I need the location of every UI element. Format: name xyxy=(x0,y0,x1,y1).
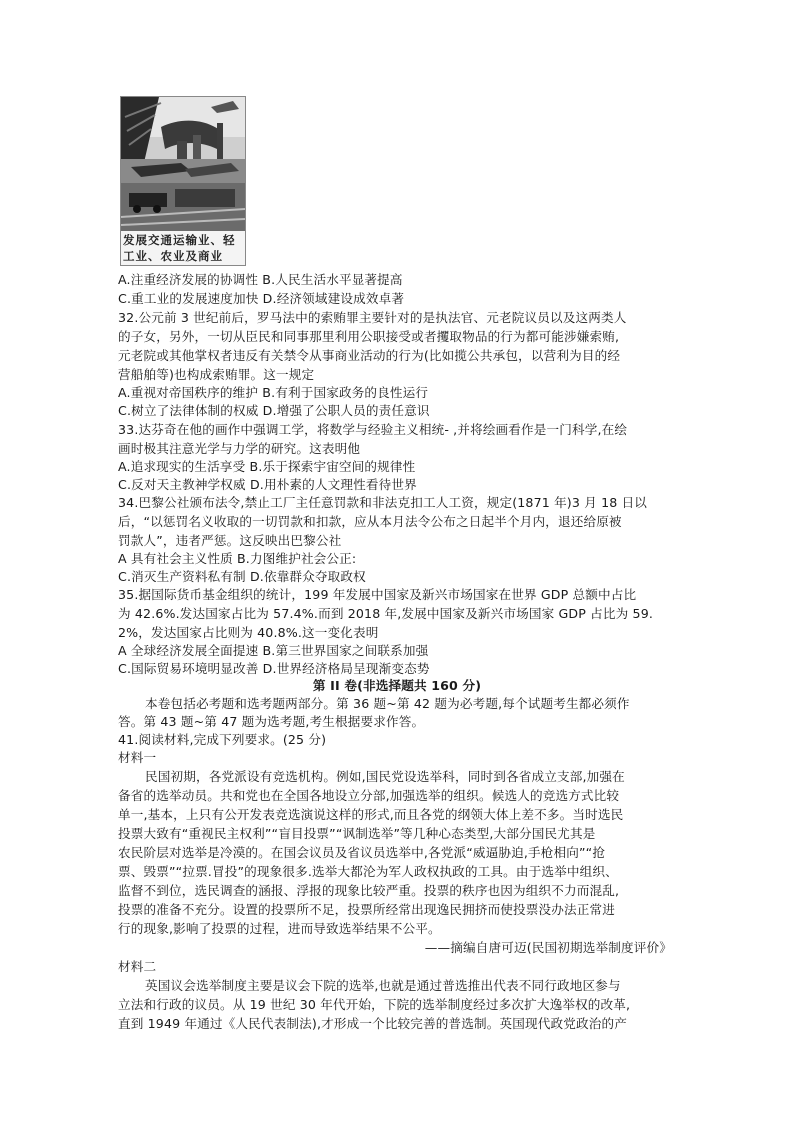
q35-stem-line2: 为 42.6%.发达国家占比为 57.4%.而到 2018 年,发展中国家及新兴市场国家 GDP 占比为 59. xyxy=(118,606,654,621)
q41-material1-line5: 农民阶层对选举是冷漠的。在国会议员及省议员选举中,各党派“威逼胁迫,手枪相向”“抢 xyxy=(118,845,606,860)
q41-material1-line9: 行的现象,影响了投票的过程，进而导致选举结果不公平。 xyxy=(118,921,441,936)
q41-material2-line1: 英国议会选举制度主要是议会下院的选举,也就是通过普选推出代表不同行政地区参与 xyxy=(145,978,621,993)
q41-material1-line1: 民国初期，各党派设有竞选机构。例如,国民党设选举科，同时到各省成立支部,加强在 xyxy=(145,769,625,784)
industrial-scene-illustration xyxy=(121,97,245,231)
q32-options-ab: A.重视对帝国秩序的维护 B.有利于国家政务的良性运行 xyxy=(118,385,429,400)
section2-intro-line2: 答。第 43 题~第 47 题为选考题,考生根据要求作答。 xyxy=(118,714,425,729)
q34-stem-line3: 罚款人”，违者严惩。这反映出巴黎公社 xyxy=(118,533,342,548)
q35-stem-line1: 35.据国际货币基金组织的统计，199 年发展中国家及新兴市场国家在世界 GDP 总额中占比 xyxy=(118,587,637,602)
q31-options-ab: A.注重经济发展的协调性 B.人民生活水平显著提高 xyxy=(118,272,403,287)
q35-options-cd: C.国际贸易环境明显改善 D.世界经济格局呈现渐变态势 xyxy=(118,661,430,676)
q32-options-cd: C.树立了法律体制的权威 D.增强了公职人员的责任意识 xyxy=(118,403,430,418)
q32-stem-line1: 32.公元前 3 世纪前后，罗马法中的索贿罪主要针对的是执法官、元老院议员以及这两类人 xyxy=(118,310,627,325)
q33-options-ab: A.追求现实的生活享受 B.乐于探索宇宙空间的规律性 xyxy=(118,459,416,474)
q41-material1-line3: 单一,基本，上只有公开发表竞选演说这样的形式,而且各党的纲领大体上差不多。当时选民 xyxy=(118,807,624,822)
q34-stem-line1: 34.巴黎公社颁布法令,禁止工厂主任意罚款和非法克扣工人工资，规定(1871 年)3 月 18 日以 xyxy=(118,495,648,510)
q33-stem-line2: 画时极其注意光学与力学的研究。这表明他 xyxy=(118,441,361,456)
q41-material1-line4: 投票大致有“重视民主权利”“盲目投票”“讽制选举”等几种心态类型,大部分国民尤其是 xyxy=(118,826,596,841)
q32-stem-line3: 元老院或其他掌权者违反有关禁令从事商业活动的行为(比如揽公共承包，以营利为目的经 xyxy=(118,348,621,363)
q35-stem-line3: 2%，发达国家占比则为 40.8%.这一变化表明 xyxy=(118,625,379,640)
q41-material1-source: ——摘编自唐可迈(民国初期选举制度评价》 xyxy=(424,940,672,955)
q41-material1-label: 材料一 xyxy=(118,750,157,765)
section2-title: 第 II 卷(非选择题共 160 分) xyxy=(312,678,482,693)
propaganda-poster-image xyxy=(120,96,246,266)
q41-material2-line2: 立法和行政的议员。从 19 世纪 30 年代开始，下院的选举制度经过多次扩大逸举权的改革, xyxy=(118,997,631,1012)
q41-stem: 41.阅读材料,完成下列要求。(25 分) xyxy=(118,732,327,747)
q33-stem-line1: 33.达芬奇在他的画作中强调工学，将数学与经验主义相统- ,并将绘画看作是一门科学,在绘 xyxy=(118,422,628,437)
section2-intro-line1: 本卷包括必考题和选考题两部分。第 36 题~第 42 题为必考题,每个试题考生都必须作 xyxy=(145,696,630,711)
q41-material1-line7: 监督不到位，选民调查的涵报、浮报的现象比较严重。投票的秩序也因为组织不力而混乱, xyxy=(118,883,620,898)
poster-caption-line1: 发展交通运输业、轻 xyxy=(123,233,236,247)
q32-stem-line4: 营船舶等)也构成索贿罪。这一规定 xyxy=(118,367,315,382)
q41-material1-line6: 票、毁票”“拉票.冒投”的现象很多.选举大都沦为军人政权执政的工具。由于选举中组织、 xyxy=(118,864,618,879)
q41-material2-label: 材料二 xyxy=(118,959,157,974)
q34-options-ab: A 具有社会主义性质 B.力图维护社会公正: xyxy=(118,551,357,566)
q41-material2-line3: 直到 1949 年通过《人民代表制法),才形成一个比较完善的普选制。英国现代政党政治的产 xyxy=(118,1016,627,1031)
q35-options-ab: A 全球经济发展全面提速 B.第三世界国家之间联系加强 xyxy=(118,643,429,658)
q34-stem-line2: 后，“以惩罚名义收取的一切罚款和扣款，应从本月法令公布之日起半个月内，退还给原被 xyxy=(118,514,622,529)
q41-material1-line8: 投票的准备不充分。设置的投票所不足，投票所经常出现逸民拥挤而使投票没办法正常进 xyxy=(118,902,616,917)
q31-options-cd: C.重工业的发展速度加快 D.经济领域建设成效卓著 xyxy=(118,291,405,306)
q34-options-cd: C.消灭生产资料私有制 D.依靠群众夺取政权 xyxy=(118,569,366,584)
q41-material1-line2: 备省的选举动员。共和党也在全国各地设立分部,加强选举的组织。候选人的竞选方式比较 xyxy=(118,788,620,803)
poster-caption xyxy=(121,231,245,265)
poster-caption-line2: 工业、农业及商业 xyxy=(123,249,223,263)
q33-options-cd: C.反对天主教神学权威 D.用朴素的人文理性看待世界 xyxy=(118,477,417,492)
q32-stem-line2: 的子女，另外，一切从臣民和同事那里利用公职接受或者攫取物品的行为都可能涉嫌索贿, xyxy=(118,329,620,344)
